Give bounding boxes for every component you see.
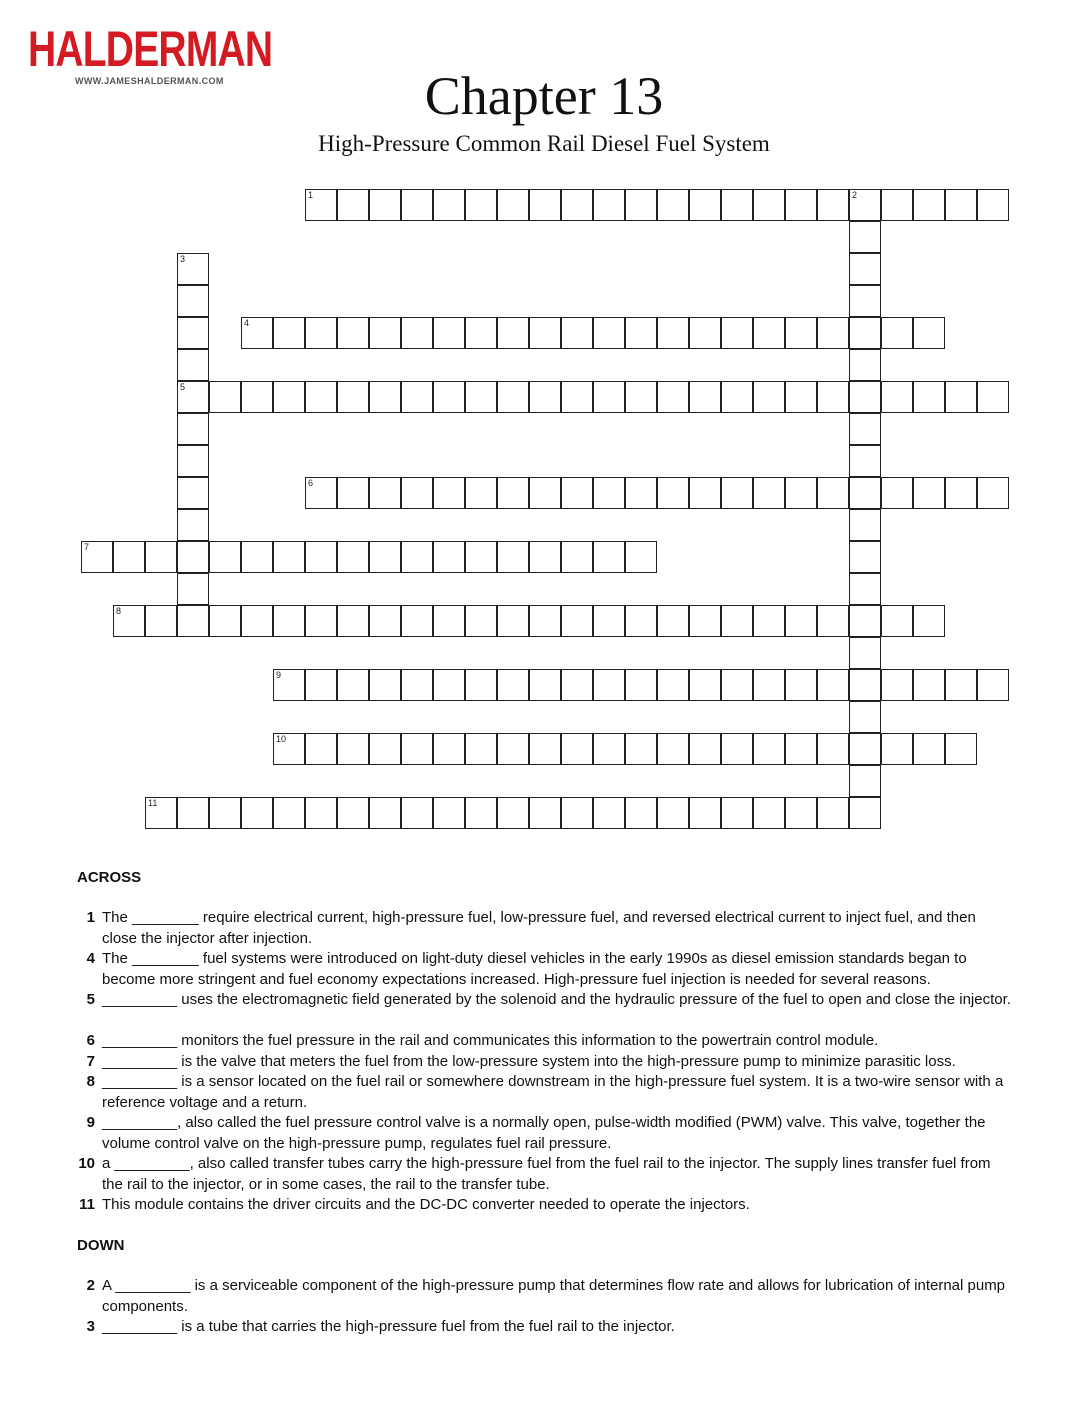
crossword-cell[interactable] (945, 381, 977, 413)
crossword-cell[interactable] (817, 797, 849, 829)
crossword-cell[interactable] (561, 605, 593, 637)
crossword-cell[interactable] (625, 381, 657, 413)
crossword-cell[interactable] (625, 733, 657, 765)
crossword-cell[interactable] (369, 669, 401, 701)
crossword-cell[interactable] (689, 733, 721, 765)
crossword-cell[interactable] (721, 733, 753, 765)
crossword-cell[interactable] (337, 605, 369, 637)
crossword-cell[interactable] (561, 477, 593, 509)
clue-text: _________ is the valve that meters the fuel from the low-pressure system into the high-pressure pump to minimize parasitic loss. (102, 1053, 956, 1070)
crossword-cell[interactable] (753, 189, 785, 221)
crossword-cell[interactable] (177, 541, 209, 573)
crossword-cell[interactable] (305, 381, 337, 413)
clue-text: The ________ require electrical current, high-pressure fuel, low-pressure fuel, and reversed electrical current to inject fuel, and then close the injector after injection. (102, 909, 976, 947)
crossword-cell[interactable] (785, 189, 817, 221)
crossword-cell[interactable] (497, 669, 529, 701)
crossword-cell[interactable] (593, 733, 625, 765)
crossword-cell[interactable] (529, 541, 561, 573)
clue-number: 1 (86, 909, 95, 926)
crossword-cell[interactable] (369, 317, 401, 349)
crossword-cell[interactable] (849, 669, 881, 701)
crossword-cell[interactable] (561, 189, 593, 221)
crossword-cell[interactable] (273, 669, 305, 701)
crossword-cell[interactable] (465, 669, 497, 701)
across-heading: ACROSS (77, 869, 142, 886)
crossword-cell[interactable] (817, 381, 849, 413)
crossword-cell[interactable] (305, 669, 337, 701)
crossword-cell[interactable] (625, 605, 657, 637)
crossword-cell[interactable] (913, 477, 945, 509)
crossword-cell[interactable] (433, 733, 465, 765)
crossword-cell[interactable] (945, 669, 977, 701)
crossword-cell[interactable] (177, 253, 209, 285)
crossword-cell[interactable] (561, 541, 593, 573)
crossword-cell[interactable] (657, 317, 689, 349)
cell-number: 1 (308, 190, 314, 200)
crossword-cell[interactable] (273, 317, 305, 349)
crossword-cell[interactable] (337, 381, 369, 413)
logo-wordmark: HALDERMAN (28, 21, 273, 77)
clue-number: 3 (86, 1318, 95, 1335)
crossword-cell[interactable] (337, 477, 369, 509)
crossword-cell[interactable] (369, 733, 401, 765)
crossword-cell[interactable] (689, 605, 721, 637)
crossword-cell[interactable] (945, 477, 977, 509)
crossword-cell[interactable] (785, 605, 817, 637)
crossword-cell[interactable] (657, 733, 689, 765)
clue-number: 10 (78, 1155, 95, 1172)
crossword-cell[interactable] (721, 381, 753, 413)
crossword-cell[interactable] (593, 541, 625, 573)
crossword-cell[interactable] (529, 797, 561, 829)
crossword-cell[interactable] (593, 797, 625, 829)
crossword-cell[interactable] (849, 445, 881, 477)
crossword-cell[interactable] (817, 477, 849, 509)
crossword-cell[interactable] (337, 317, 369, 349)
crossword-cell[interactable] (465, 477, 497, 509)
crossword-cell[interactable] (177, 381, 209, 413)
crossword-cell[interactable] (401, 733, 433, 765)
crossword-cell[interactable] (177, 413, 209, 445)
crossword-cell[interactable] (881, 189, 913, 221)
crossword-cell[interactable] (433, 381, 465, 413)
clue-number: 4 (86, 950, 95, 967)
crossword-cell[interactable] (209, 605, 241, 637)
crossword-cell[interactable] (465, 317, 497, 349)
crossword-cell[interactable] (529, 477, 561, 509)
crossword-cell[interactable] (849, 509, 881, 541)
crossword-cell[interactable] (337, 797, 369, 829)
crossword-cell[interactable] (593, 669, 625, 701)
crossword-cell[interactable] (849, 541, 881, 573)
crossword-cell[interactable] (721, 317, 753, 349)
crossword-cell[interactable] (593, 189, 625, 221)
clue-number: 8 (86, 1073, 95, 1090)
crossword-cell[interactable] (145, 797, 177, 829)
crossword-cell[interactable] (113, 541, 145, 573)
crossword-cell[interactable] (241, 797, 273, 829)
crossword-cell[interactable] (913, 733, 945, 765)
crossword-cell[interactable] (401, 381, 433, 413)
crossword-cell[interactable] (849, 317, 881, 349)
crossword-cell[interactable] (785, 381, 817, 413)
crossword-cell[interactable] (337, 541, 369, 573)
crossword-cell[interactable] (177, 445, 209, 477)
crossword-cell[interactable] (241, 317, 273, 349)
cell-number: 5 (180, 382, 186, 392)
crossword-cell[interactable] (593, 477, 625, 509)
crossword-cell[interactable] (497, 477, 529, 509)
crossword-cell[interactable] (625, 797, 657, 829)
crossword-cell[interactable] (465, 189, 497, 221)
crossword-cell[interactable] (689, 381, 721, 413)
crossword-cell[interactable] (753, 381, 785, 413)
crossword-cell[interactable] (433, 605, 465, 637)
crossword-cell[interactable] (593, 605, 625, 637)
clue-text: This module contains the driver circuits and the DC-DC converter needed to operate the injectors. (102, 1196, 750, 1213)
cell-number: 6 (308, 478, 314, 488)
crossword-cell[interactable] (913, 381, 945, 413)
crossword-cell[interactable] (753, 733, 785, 765)
crossword-cell[interactable] (817, 605, 849, 637)
crossword-cell[interactable] (401, 541, 433, 573)
crossword-cell[interactable] (849, 253, 881, 285)
crossword-cell[interactable] (849, 573, 881, 605)
clue-number: 7 (86, 1053, 95, 1070)
crossword-cell[interactable] (625, 317, 657, 349)
crossword-cell[interactable] (369, 797, 401, 829)
clue-number: 11 (79, 1196, 95, 1213)
crossword-cell[interactable] (657, 605, 689, 637)
crossword-cell[interactable] (753, 477, 785, 509)
crossword-cell[interactable] (849, 477, 881, 509)
crossword-cell[interactable] (465, 733, 497, 765)
crossword-cell[interactable] (849, 797, 881, 829)
cell-number: 11 (148, 798, 158, 808)
crossword-cell[interactable] (209, 381, 241, 413)
crossword-cell[interactable] (433, 541, 465, 573)
crossword-cell[interactable] (977, 477, 1009, 509)
crossword-cell[interactable] (497, 541, 529, 573)
clue-number: 5 (86, 991, 95, 1008)
crossword-cell[interactable] (273, 605, 305, 637)
crossword-cell[interactable] (369, 541, 401, 573)
crossword-cell[interactable] (849, 733, 881, 765)
clue-text: _________ monitors the fuel pressure in the rail and communicates this information to the powertrain control module. (102, 1032, 879, 1049)
crossword-cell[interactable] (657, 381, 689, 413)
crossword-cell[interactable] (305, 605, 337, 637)
crossword-cell[interactable] (849, 285, 881, 317)
crossword-cell[interactable] (849, 605, 881, 637)
crossword-cell[interactable] (625, 669, 657, 701)
crossword-cell[interactable] (977, 189, 1009, 221)
crossword-cell[interactable] (849, 701, 881, 733)
crossword-cell[interactable] (305, 189, 337, 221)
clue-text: _________ is a tube that carries the high-pressure fuel from the fuel rail to the injector. (102, 1318, 675, 1335)
crossword-cell[interactable] (305, 733, 337, 765)
clue-text: _________ uses the electromagnetic field generated by the solenoid and the hydraulic pressure of the fuel to open and close the injector. (102, 991, 1011, 1008)
crossword-cell[interactable] (177, 477, 209, 509)
crossword-cell[interactable] (785, 669, 817, 701)
crossword-cell[interactable] (913, 605, 945, 637)
crossword-cell[interactable] (753, 317, 785, 349)
clue-number: 6 (86, 1032, 95, 1049)
crossword-cell[interactable] (401, 669, 433, 701)
crossword-cell[interactable] (817, 669, 849, 701)
crossword-cell[interactable] (881, 477, 913, 509)
crossword-cell[interactable] (401, 477, 433, 509)
crossword-cell[interactable] (433, 669, 465, 701)
crossword-cell[interactable] (145, 541, 177, 573)
crossword-cell[interactable] (817, 733, 849, 765)
cell-number: 9 (276, 670, 282, 680)
down-heading: DOWN (77, 1237, 125, 1254)
crossword-cell[interactable] (529, 381, 561, 413)
crossword-cell[interactable] (593, 317, 625, 349)
clue-text: A _________ is a serviceable component of the high-pressure pump that determines flow rate and allows for lubrication of internal pump components. (102, 1277, 1006, 1315)
crossword-cell[interactable] (657, 477, 689, 509)
crossword-cell[interactable] (849, 349, 881, 381)
clue-text: _________, also called the fuel pressure control valve is a normally open, pulse-width modified (PWM) valve. This valve, together the volume control valve on the high-pressure pump, regulates fuel rail pressure. (102, 1114, 986, 1152)
crossword-cell[interactable] (465, 605, 497, 637)
crossword-cell[interactable] (753, 605, 785, 637)
crossword-cell[interactable] (561, 381, 593, 413)
cell-number: 7 (84, 542, 90, 552)
crossword-cell[interactable] (241, 605, 273, 637)
crossword-cell[interactable] (561, 669, 593, 701)
crossword-cell[interactable] (689, 669, 721, 701)
crossword-cell[interactable] (945, 189, 977, 221)
crossword-cell[interactable] (177, 605, 209, 637)
crossword-cell[interactable] (145, 605, 177, 637)
crossword-cell[interactable] (721, 605, 753, 637)
crossword-cell[interactable] (657, 669, 689, 701)
crossword-cell[interactable] (977, 669, 1009, 701)
logo-url: WWW.JAMESHALDERMAN.COM (75, 76, 224, 86)
crossword-cell[interactable] (881, 605, 913, 637)
crossword-cell[interactable] (497, 797, 529, 829)
crossword-cell[interactable] (241, 541, 273, 573)
crossword-cell[interactable] (273, 541, 305, 573)
crossword-cell[interactable] (177, 285, 209, 317)
clue-number: 2 (86, 1277, 95, 1294)
cell-number: 2 (852, 190, 858, 200)
crossword-cell[interactable] (689, 317, 721, 349)
crossword-cell[interactable] (849, 413, 881, 445)
crossword-cell[interactable] (881, 317, 913, 349)
crossword-cell[interactable] (721, 189, 753, 221)
crossword-cell[interactable] (177, 349, 209, 381)
page-title: Chapter 13 (424, 66, 664, 126)
crossword-cell[interactable] (401, 797, 433, 829)
crossword-cell[interactable] (177, 317, 209, 349)
crossword-cell[interactable] (913, 189, 945, 221)
crossword-cell[interactable] (785, 477, 817, 509)
crossword-cell[interactable] (433, 477, 465, 509)
crossword-cell[interactable] (689, 477, 721, 509)
crossword-cell[interactable] (497, 605, 529, 637)
crossword-cell[interactable] (529, 605, 561, 637)
crossword-cell[interactable] (337, 189, 369, 221)
crossword-cell[interactable] (593, 381, 625, 413)
crossword-cell[interactable] (401, 317, 433, 349)
crossword-cell[interactable] (433, 317, 465, 349)
crossword-cell[interactable] (209, 797, 241, 829)
crossword-cell[interactable] (689, 797, 721, 829)
crossword-cell[interactable] (337, 733, 369, 765)
crossword-cell[interactable] (273, 381, 305, 413)
crossword-cell[interactable] (273, 797, 305, 829)
crossword-cell[interactable] (337, 669, 369, 701)
crossword-cell[interactable] (305, 541, 337, 573)
crossword-cell[interactable] (625, 189, 657, 221)
clue-number: 9 (86, 1114, 95, 1131)
crossword-cell[interactable] (497, 189, 529, 221)
crossword-cell[interactable] (177, 573, 209, 605)
crossword-cell[interactable] (721, 669, 753, 701)
crossword-cell[interactable] (529, 669, 561, 701)
crossword-cell[interactable] (433, 797, 465, 829)
crossword-cell[interactable] (625, 541, 657, 573)
crossword-cell[interactable] (689, 189, 721, 221)
cell-number: 4 (244, 318, 250, 328)
crossword-cell[interactable] (657, 189, 689, 221)
crossword-cell[interactable] (177, 509, 209, 541)
crossword-cell[interactable] (561, 797, 593, 829)
crossword-cell[interactable] (721, 477, 753, 509)
crossword-cell[interactable] (433, 189, 465, 221)
crossword-cell[interactable] (817, 317, 849, 349)
page-subtitle: High-Pressure Common Rail Diesel Fuel System (318, 131, 770, 156)
crossword-cell[interactable] (81, 541, 113, 573)
cell-number: 3 (180, 254, 186, 264)
clue-text: _________ is a sensor located on the fuel rail or somewhere downstream in the high-pressure fuel system. It is a two-wire sensor with a reference voltage and a return. (102, 1073, 1004, 1111)
crossword-cell[interactable] (785, 797, 817, 829)
crossword-cell[interactable] (561, 733, 593, 765)
crossword-cell[interactable] (305, 317, 337, 349)
crossword-cell[interactable] (241, 381, 273, 413)
crossword-cell[interactable] (497, 381, 529, 413)
crossword-cell[interactable] (369, 477, 401, 509)
crossword-cell[interactable] (529, 189, 561, 221)
crossword-cell[interactable] (785, 733, 817, 765)
clue-text: a _________, also called transfer tubes carry the high-pressure fuel from the fuel rail to the injector. The supply lines transfer fuel from the rail to the injector, or in some cases, the rail to the transfer tube. (102, 1155, 991, 1193)
crossword-cell[interactable] (721, 797, 753, 829)
crossword-cell[interactable] (209, 541, 241, 573)
crossword-cell[interactable] (465, 541, 497, 573)
crossword-cell[interactable] (401, 605, 433, 637)
crossword-cell[interactable] (849, 221, 881, 253)
crossword-cell[interactable] (529, 733, 561, 765)
crossword-cell[interactable] (305, 797, 337, 829)
crossword-cell[interactable] (881, 669, 913, 701)
crossword-cell[interactable] (625, 477, 657, 509)
crossword-cell[interactable] (881, 733, 913, 765)
crossword-cell[interactable] (881, 381, 913, 413)
crossword-cell[interactable] (561, 317, 593, 349)
crossword-cell[interactable] (657, 797, 689, 829)
crossword-cell[interactable] (369, 605, 401, 637)
cell-number: 10 (276, 734, 287, 744)
crossword-cell[interactable] (305, 477, 337, 509)
crossword-cell[interactable] (817, 189, 849, 221)
crossword-cell[interactable] (113, 605, 145, 637)
crossword-cell[interactable] (913, 317, 945, 349)
crossword-cell[interactable] (465, 381, 497, 413)
clue-text: The ________ fuel systems were introduced on light-duty diesel vehicles in the early 1990s as diesel emission standards began to become more stringent and fuel economy expectations increased. High-pressure fuel injection is needed for several reasons. (102, 950, 967, 988)
crossword-cell[interactable] (913, 669, 945, 701)
crossword-cell[interactable] (753, 797, 785, 829)
crossword-cell[interactable] (849, 765, 881, 797)
crossword-cell[interactable] (785, 317, 817, 349)
crossword-cell[interactable] (177, 797, 209, 829)
crossword-cell[interactable] (945, 733, 977, 765)
crossword-cell[interactable] (369, 189, 401, 221)
cell-number: 8 (116, 606, 122, 616)
crossword-cell[interactable] (753, 669, 785, 701)
crossword-cell[interactable] (401, 189, 433, 221)
crossword-cell[interactable] (977, 381, 1009, 413)
crossword-cell[interactable] (497, 317, 529, 349)
crossword-cell[interactable] (849, 189, 881, 221)
crossword-cell[interactable] (529, 317, 561, 349)
crossword-cell[interactable] (497, 733, 529, 765)
crossword-cell[interactable] (849, 637, 881, 669)
crossword-cell[interactable] (465, 797, 497, 829)
crossword-cell[interactable] (849, 381, 881, 413)
crossword-cell[interactable] (273, 733, 305, 765)
crossword-cell[interactable] (369, 381, 401, 413)
